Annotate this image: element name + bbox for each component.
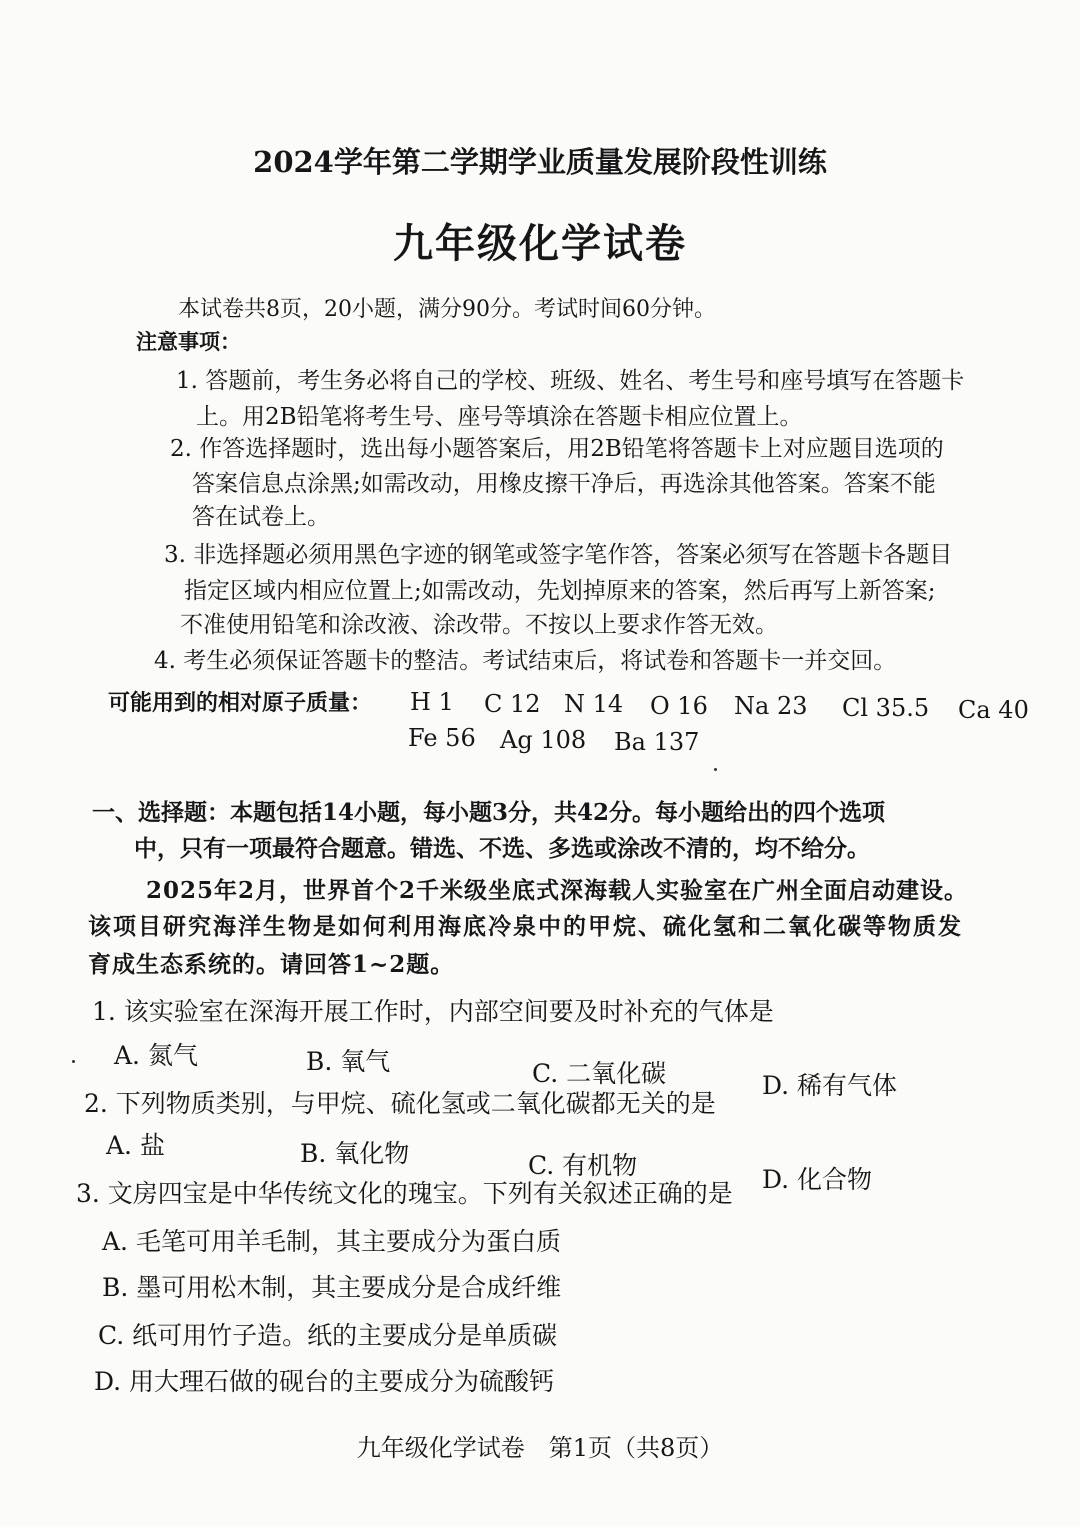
question-stem: 2. 下列物质类别，与甲烷、硫化氢或二氧化碳都无关的是 bbox=[84, 1089, 716, 1118]
exam-subtitle: 2024学年第二学期学业质量发展阶段性训练 bbox=[253, 145, 827, 179]
scan-speck bbox=[72, 1060, 75, 1063]
notice-line: 答在试卷上。 bbox=[192, 504, 330, 530]
passage-line: 育成生态系统的。请回答1~2题。 bbox=[88, 951, 455, 978]
section-heading: 中，只有一项最符合题意。错选、不选、多选或涂改不清的，均不给分。 bbox=[134, 835, 870, 862]
passage-line: 2025年2月，世界首个2千米级坐底式深海载人实验室在广州全面启动建设。 bbox=[146, 877, 969, 904]
atomic-mass-item: N 14 bbox=[564, 690, 624, 718]
exam-title: 九年级化学试卷 bbox=[393, 220, 687, 267]
question-option: C. 纸可用竹子造。纸的主要成分是单质碳 bbox=[98, 1321, 558, 1350]
question-option: A. 氮气 bbox=[114, 1041, 198, 1070]
question-option: D. 化合物 bbox=[762, 1165, 873, 1194]
question-option: C. 有机物 bbox=[528, 1151, 638, 1180]
notice-line: 1. 答题前，考生务必将自己的学校、班级、姓名、考生号和座号填写在答题卡 bbox=[176, 368, 965, 394]
atomic-mass-label: 可能用到的相对原子质量： bbox=[108, 690, 373, 716]
atomic-mass-item: C 12 bbox=[484, 690, 541, 718]
question-option: B. 氧化物 bbox=[300, 1139, 410, 1168]
question-option: B. 氧气 bbox=[306, 1047, 391, 1076]
atomic-mass-item: O 16 bbox=[650, 692, 708, 720]
notice-line: 答案信息点涂黑;如需改动，用橡皮擦干净后，再选涂其他答案。答案不能 bbox=[192, 471, 936, 497]
question-stem: 3. 文房四宝是中华传统文化的瑰宝。下列有关叙述正确的是 bbox=[76, 1179, 733, 1208]
atomic-mass-item: Fe 56 bbox=[408, 724, 476, 752]
notice-line: 3. 非选择题必须用黑色字迹的钢笔或签字笔作答，答案必须写在答题卡各题目 bbox=[164, 542, 953, 568]
question-option: A. 毛笔可用羊毛制，其主要成分为蛋白质 bbox=[102, 1227, 561, 1256]
notice-line: 指定区域内相应位置上;如需改动，先划掉原来的答案，然后再写上新答案; bbox=[184, 578, 936, 604]
question-option: A. 盐 bbox=[106, 1131, 165, 1160]
atomic-mass-item: Cl 35.5 bbox=[842, 694, 930, 722]
exam-intro: 本试卷共8页，20小题，满分90分。考试时间60分钟。 bbox=[178, 297, 716, 322]
notice-heading: 注意事项： bbox=[136, 329, 241, 354]
question-option: D. 稀有气体 bbox=[762, 1071, 898, 1100]
notice-line: 上。用2B铅笔将考生号、座号等填涂在答题卡相应位置上。 bbox=[196, 404, 803, 430]
section-heading: 一、选择题：本题包括14小题，每小题3分，共42分。每小题给出的四个选项 bbox=[92, 799, 886, 826]
question-option: B. 墨可用松木制，其主要成分是合成纤维 bbox=[102, 1273, 562, 1302]
page-footer: 九年级化学试卷 第1页（共8页） bbox=[356, 1434, 724, 1462]
atomic-mass-item: Ag 108 bbox=[500, 726, 587, 754]
scan-speck bbox=[714, 768, 717, 771]
atomic-mass-item: H 1 bbox=[410, 688, 454, 716]
passage-line: 该项目研究海洋生物是如何利用海底冷泉中的甲烷、硫化氢和二氧化碳等物质发 bbox=[88, 913, 963, 940]
notice-line: 2. 作答选择题时，选出每小题答案后，用2B铅笔将答题卡上对应题目选项的 bbox=[170, 436, 944, 462]
atomic-mass-item: Na 23 bbox=[734, 692, 808, 720]
question-option: C. 二氧化碳 bbox=[532, 1059, 667, 1088]
atomic-mass-item: Ba 137 bbox=[614, 728, 700, 756]
notice-line: 不准使用铅笔和涂改液、涂改带。不按以上要求作答无效。 bbox=[180, 612, 778, 638]
question-stem: 1. 该实验室在深海开展工作时，内部空间要及时补充的气体是 bbox=[92, 997, 774, 1026]
notice-line: 4. 考生必须保证答题卡的整洁。考试结束后，将试卷和答题卡一并交回。 bbox=[154, 648, 897, 674]
atomic-mass-item: Ca 40 bbox=[958, 696, 1029, 724]
question-option: D. 用大理石做的砚台的主要成分为硫酸钙 bbox=[94, 1367, 555, 1396]
